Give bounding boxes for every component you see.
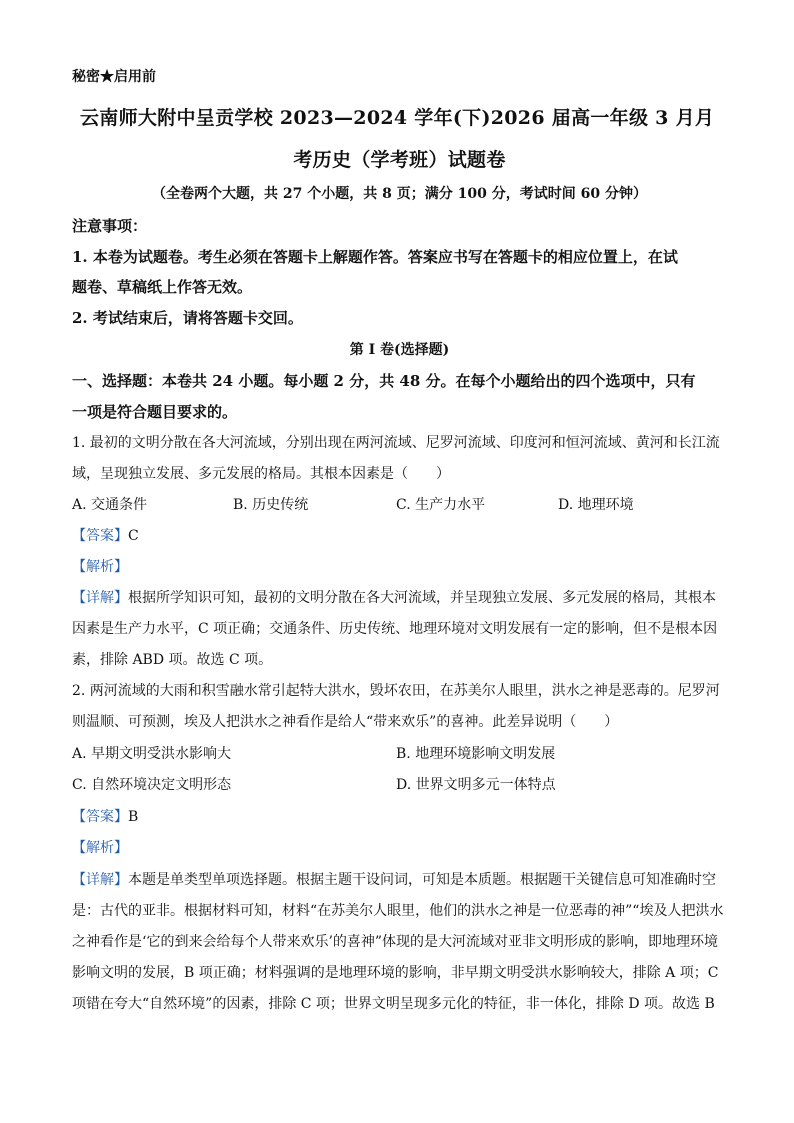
q2-option-c: C. 自然环境决定文明形态 [72,777,232,793]
q1-analysis-label: 【解析】 [72,559,128,575]
q1-stem-cont: 域，呈现独立发展、多元发展的格局。其根本因素是（ ） [72,466,450,482]
exam-title-line2: 考历史（学考班）试题卷 [293,149,506,171]
notice-item-1-cont: 题卷、草稿纸上作答无效。 [72,278,253,296]
q2-option-d: D. 世界文明多元一体特点 [396,777,556,793]
q2-stem: 2. 两河流域的大雨和积雪融水常引起特大洪水，毁坏农田，在苏美尔人眼里，洪水之神是恶毒的。尼罗河 [72,683,720,699]
q1-detail-text: 根据所学知识可知，最初的文明分散在各大河流域，并呈现独立发展、多元发展的格局，其根本 [128,590,716,606]
q2-option-a: A. 早期文明受洪水影响大 [72,746,232,762]
q1-answer [72,525,727,545]
q1-option-c: C. 生产力水平 [396,497,486,513]
section-instructions-cont: 一项是符合题目要求的。 [72,403,238,421]
q1-detail-cont-2: 素，排除 ABD 项。故选 C 项。 [72,652,273,668]
exam-title-line1: 云南师大附中呈贡学校 2023—2024 学年(下)2026 届高一年级 3 月月 [80,107,715,129]
q1-detail-label: 【详解】 [72,590,128,606]
q1-detail [72,587,727,607]
q1-option-b: B. 历史传统 [233,497,309,513]
q2-answer-label: 【答案】 [72,809,128,825]
q2-detail-cont-4: 项错在夸大“自然环境”的因素，排除 C 项；世界文明呈现多元化的特征，非一体化，排除 D 项。故选 B [72,996,715,1012]
notice-item-2: 2. 考试结束后，请将答题卡交回。 [72,309,303,327]
q2-detail-cont-1: 是：古代的亚非。根据材料可知，材料“在苏美尔人眼里，他们的洪水之神是一位恶毒的神”“埃及人把洪水 [72,903,724,919]
q2-detail-cont-3: 影响文明的发展，B 项正确；材料强调的是地理环境的影响，非早期文明受洪水影响较大，排除 A 项；C [72,965,719,981]
q2-detail [72,869,727,889]
q2-detail-text: 本题是单类型单项选择题。根据主题干设问词，可知是本质题。根据题干关键信息可知准确时空 [128,872,716,888]
q2-detail-cont-2: 之神看作是‘它的到来会给每个人带来欢乐’的喜神”体现的是大河流域对亚非文明形成的影响，即地理环境 [72,934,719,950]
q1-answer-label: 【答案】 [72,528,128,544]
q1-option-d: D. 地理环境 [558,497,634,513]
q2-detail-label: 【详解】 [72,872,128,888]
q2-option-b: B. 地理环境影响文明发展 [396,746,556,762]
q2-answer [72,806,727,826]
secret-mark: 秘密★启用前 [72,69,156,85]
part-title: 第 I 卷(选择题) [349,342,450,358]
q1-answer-value: C [128,528,139,544]
q1-option-a: A. 交通条件 [72,497,148,513]
q1-detail-cont-1: 因素是生产力水平，C 项正确；交通条件、历史传统、地理环境对文明发展有一定的影响，但不是根本因 [72,621,718,637]
q2-answer-value: B [128,809,139,825]
notice-item-1: 1. 本卷为试题卷。考生必须在答题卡上解题作答。答案应书写在答题卡的相应位置上，在试 [72,248,678,266]
section-instructions: 一、选择题：本卷共 24 小题。每小题 2 分，共 48 分。在每个小题给出的四个选项中，只有 [72,372,696,390]
q2-analysis-label: 【解析】 [72,840,128,856]
exam-subtitle: （全卷两个大题，共 27 个小题，共 8 页；满分 100 分，考试时间 60 分钟） [152,186,647,202]
q2-analysis [72,837,727,857]
q2-stem-cont: 则温顺、可预测，埃及人把洪水之神看作是给人“带来欢乐”的喜神。此差异说明（ ） [72,714,619,730]
q1-analysis [72,556,727,576]
notice-heading: 注意事项： [72,217,148,235]
q1-stem: 1. 最初的文明分散在各大河流域，分别出现在两河流域、尼罗河流域、印度河和恒河流域、黄河和长江流 [72,435,720,451]
